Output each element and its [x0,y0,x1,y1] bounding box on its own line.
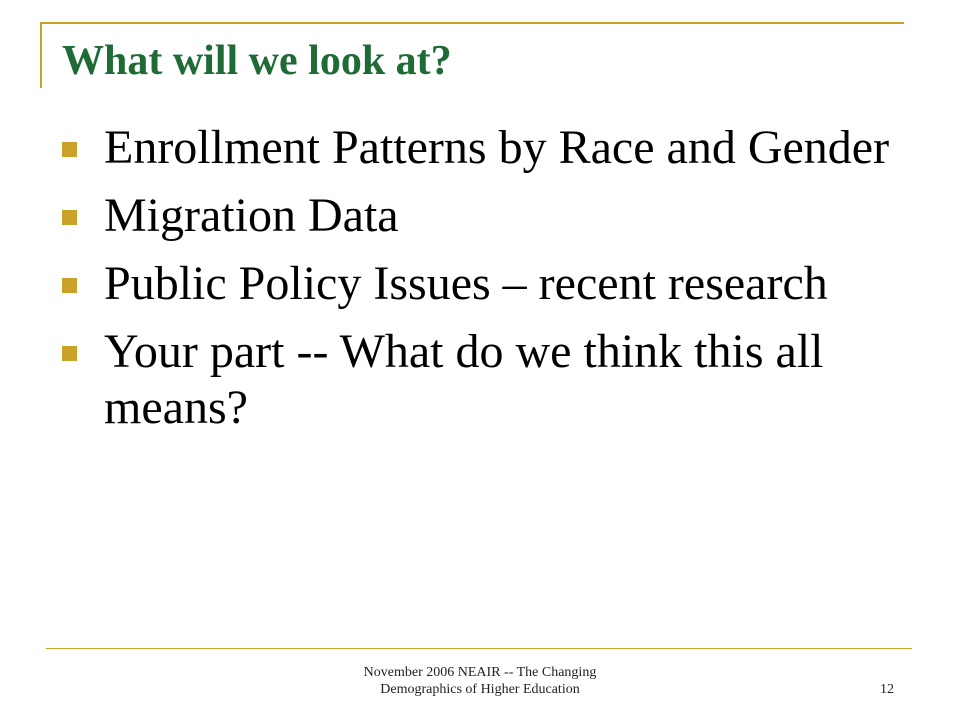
frame-left-line [40,22,42,88]
bullet-text: Migration Data [104,189,399,242]
bullet-list [62,120,912,448]
bullet-text: Enrollment Patterns by Race and Gender [104,121,890,174]
slide-title: What will we look at? [62,38,452,84]
square-bullet-icon [62,278,77,293]
square-bullet-icon [62,346,77,361]
footer-line-2: Demographics of Higher Education [380,682,580,697]
frame-top-line [40,22,904,24]
page-number: 12 [880,682,894,697]
bullet-item [62,256,912,312]
square-bullet-icon [62,210,77,225]
square-bullet-icon [62,142,77,157]
bullet-item [62,324,912,436]
bullet-text: Public Policy Issues – recent research [104,257,828,310]
bullet-item [62,120,912,176]
footer-line-1: November 2006 NEAIR -- The Changing [363,665,597,680]
bullet-text: Your part -- What do we think this all means? [104,325,824,434]
footer-caption [300,664,660,698]
bullet-item [62,188,912,244]
footer-rule [46,648,912,649]
